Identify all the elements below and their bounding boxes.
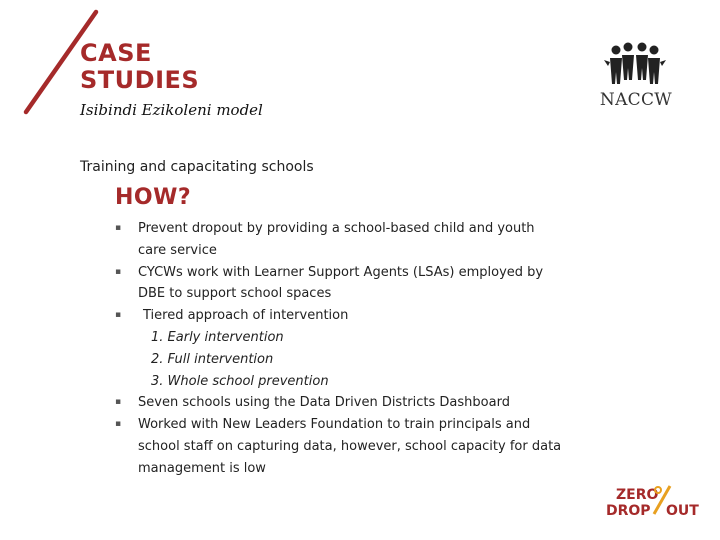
list-item	[115, 218, 615, 262]
bullet-text-continued: management is low	[138, 460, 266, 476]
sub-item-number: 2.	[151, 351, 164, 367]
sub-item-text: Whole school prevention	[167, 373, 329, 389]
sub-item-number: 1.	[151, 329, 164, 345]
naccw-logo-text: NACCW	[599, 90, 673, 110]
bullet-text-continued: school staff on capturing data, however, school capacity for data	[138, 438, 562, 454]
bullet-text: Seven schools using the Data Driven Districts Dashboard	[138, 395, 510, 411]
bullet-text-continued: care service	[138, 242, 217, 258]
case-studies-title	[80, 40, 199, 94]
bullet-marker: ▪	[115, 266, 122, 277]
bullet-list	[115, 218, 615, 480]
out-logo-text: OUT	[666, 503, 699, 518]
bullet-text: CYCWs work with Learner Support Agents (LSAs) employed by	[138, 264, 544, 280]
sub-list-item	[115, 327, 615, 349]
title-line-studies: STUDIES	[80, 66, 200, 94]
section-title: Training and capacitating schools	[80, 159, 314, 175]
zero-dropout-logo	[604, 484, 700, 518]
bullet-text: Worked with New Leaders Foundation to train principals and	[138, 417, 531, 433]
bullet-marker: ▪	[115, 310, 122, 321]
list-item	[115, 392, 615, 414]
sub-list-item	[115, 371, 615, 393]
list-item	[115, 414, 615, 479]
bullet-marker: ▪	[115, 223, 122, 233]
list-item	[115, 262, 615, 306]
bullet-marker: ▪	[115, 397, 122, 408]
bullet-marker: ▪	[115, 419, 122, 430]
sub-item-text: Early intervention	[167, 329, 284, 345]
subtitle: Isibindi Ezikoleni model	[80, 101, 263, 119]
list-item	[115, 305, 615, 327]
bullet-text: Prevent dropout by providing a school-based child and youth	[138, 221, 535, 236]
sub-item-text: Full intervention	[167, 351, 274, 367]
bullet-text-continued: DBE to support school spaces	[138, 286, 332, 302]
title-line-case: CASE	[80, 39, 152, 67]
sub-item-number: 3.	[151, 373, 164, 389]
bullet-text: Tiered approach of intervention	[143, 308, 349, 324]
drop-logo-text: DROP	[606, 503, 651, 518]
sub-list-item	[115, 349, 615, 371]
how-heading: HOW?	[115, 185, 192, 210]
zero-logo-text: ZERO	[616, 487, 659, 503]
